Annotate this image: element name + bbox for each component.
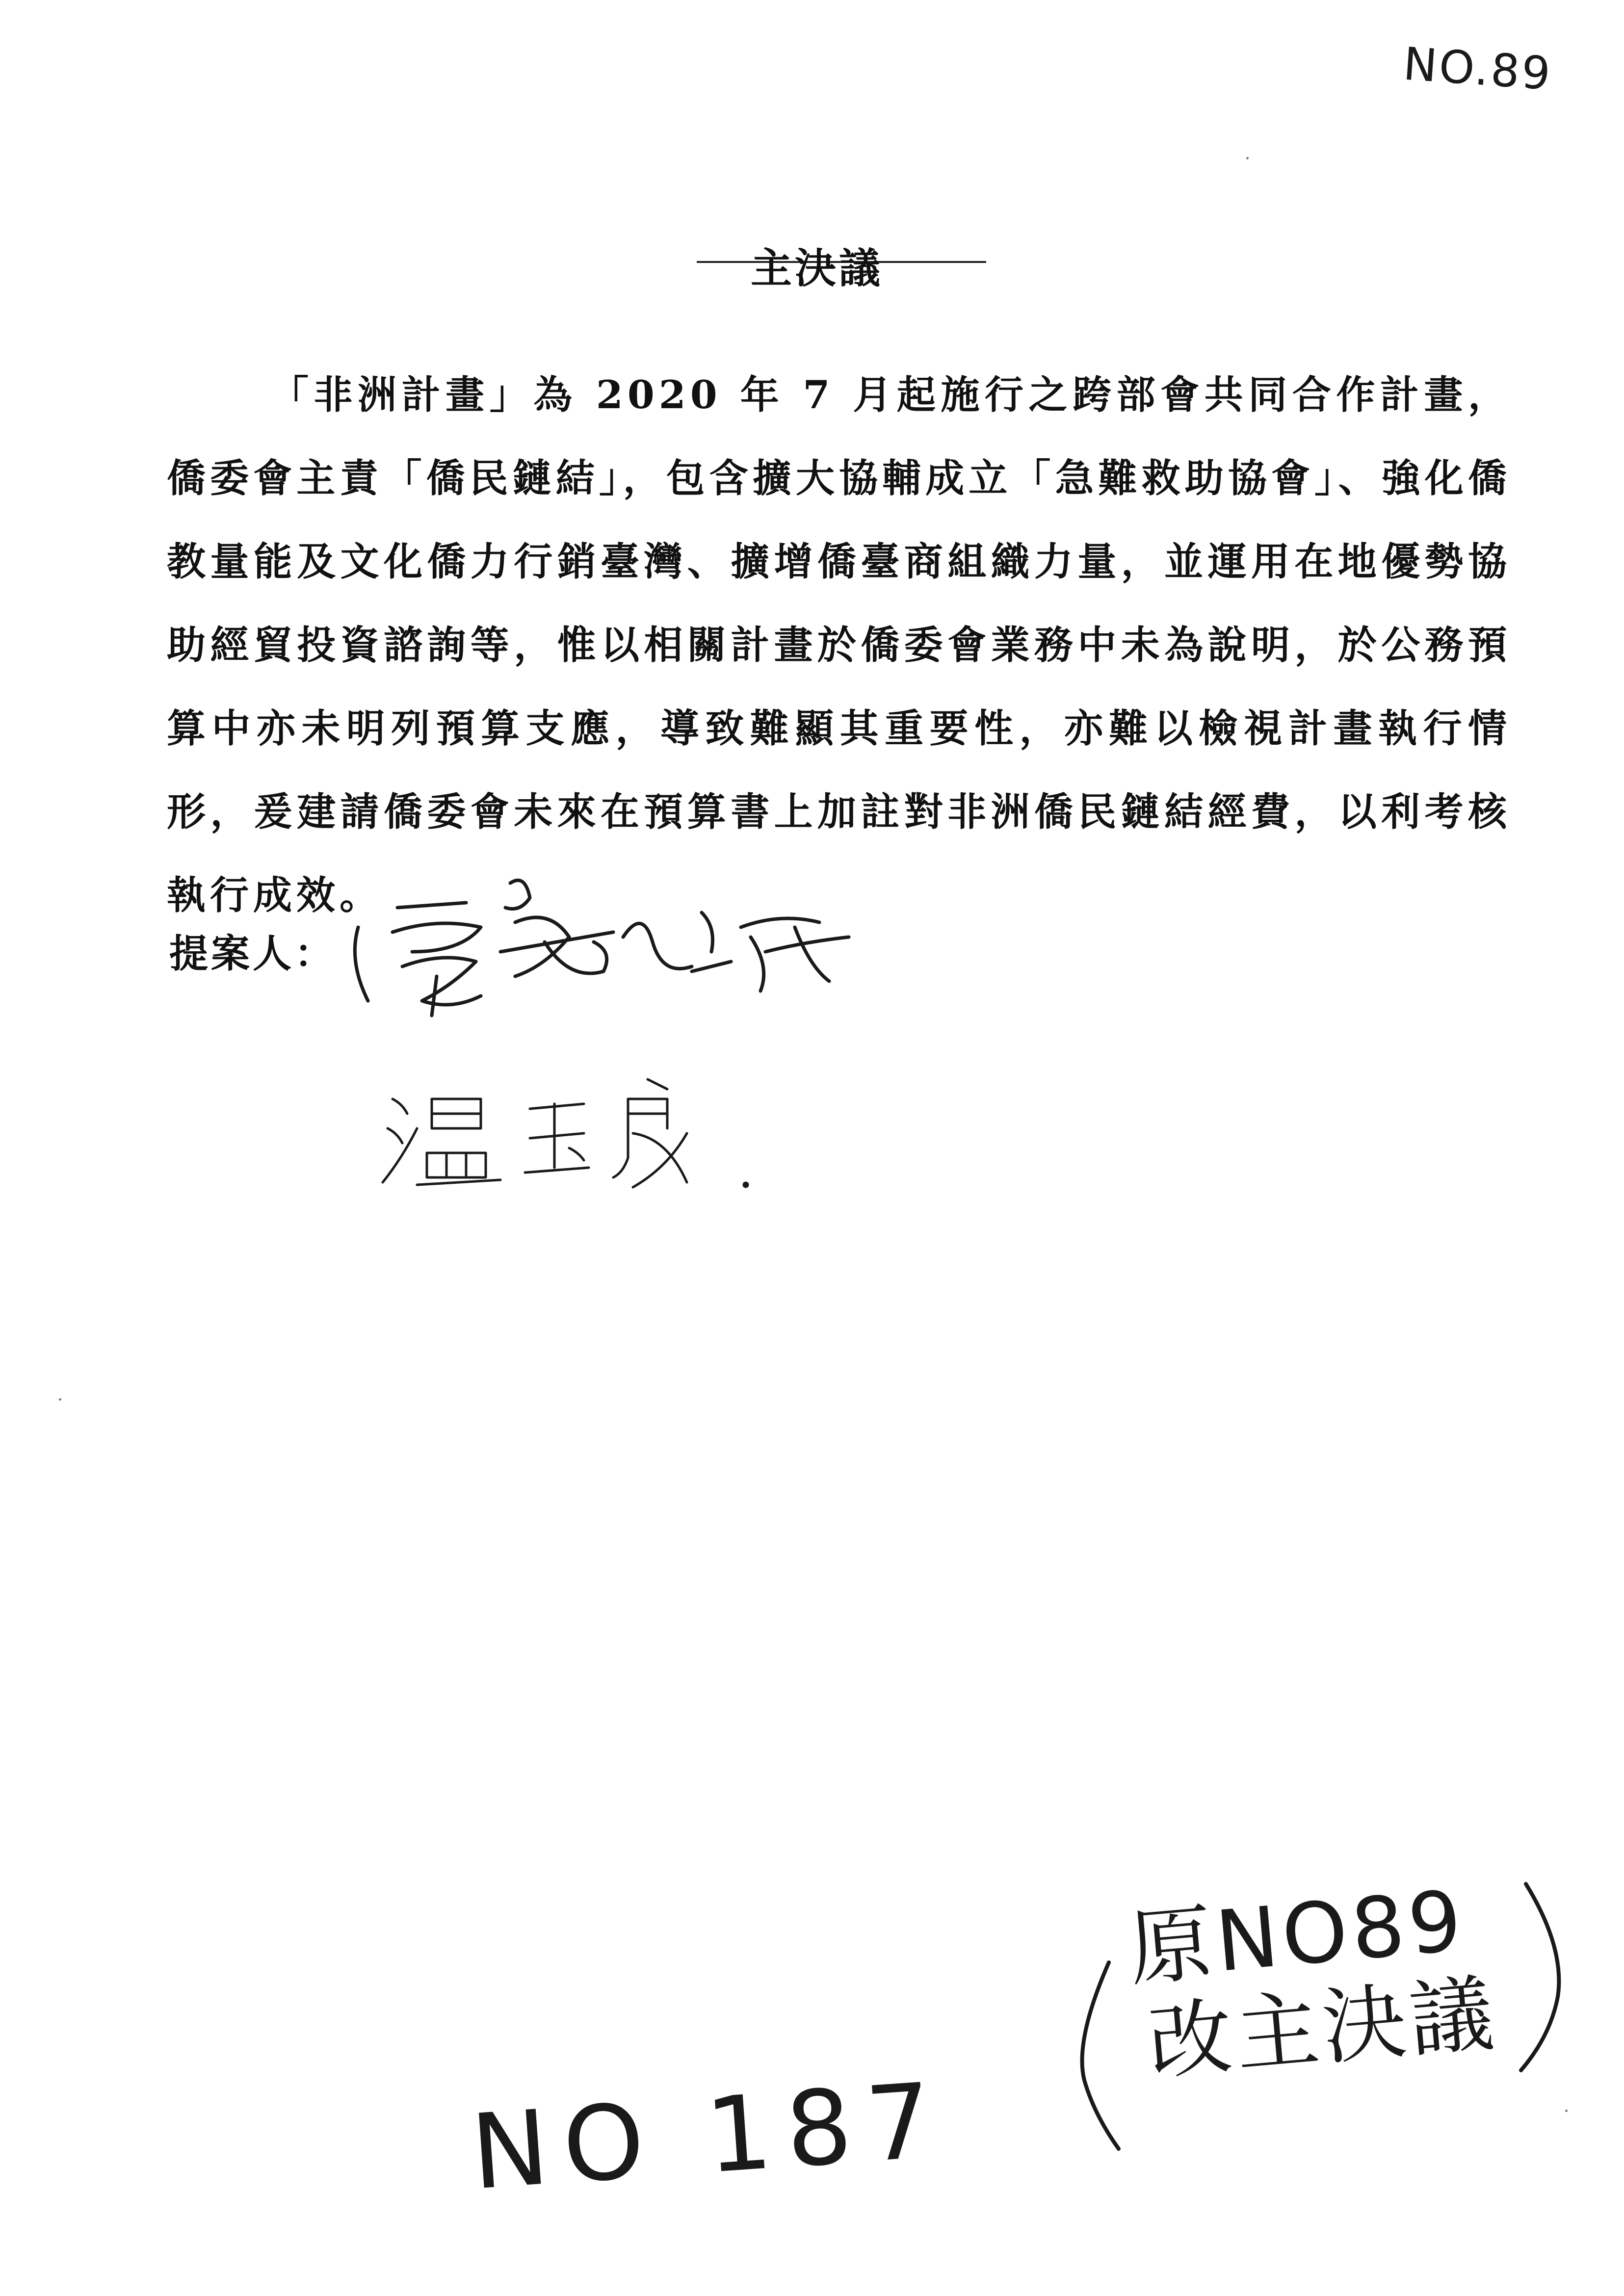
handwritten-note-changed: 改主決議 xyxy=(1144,1965,1501,2092)
title-block xyxy=(687,231,991,292)
handwritten-note-original-number: 原NO89 xyxy=(1125,1872,1469,1999)
handwritten-bottom-number: NO 187 xyxy=(467,2060,951,2213)
scan-speck xyxy=(59,1398,61,1401)
scan-speck xyxy=(1246,157,1249,159)
bracket-right-icon xyxy=(1511,1874,1570,2080)
signature-1 xyxy=(339,854,859,1030)
page-title: 主決議 xyxy=(751,244,884,292)
proposer-label: 提案人： xyxy=(169,931,336,976)
signature-2 xyxy=(373,1070,765,1197)
bracket-left-icon xyxy=(1065,1953,1124,2159)
document-number: NO.89 xyxy=(1401,37,1554,101)
scan-speck xyxy=(1565,2110,1568,2112)
resolution-body: 「非洲計畫」為 2020 年 7 月起施行之跨部會共同合作計畫，僑委會主責「僑民鏈結」，包含擴大協輔成立「急難救助協會」、強化僑教量能及文化僑力行銷臺灣、擴增僑臺商組織力量，並運用在地優勢協助經貿投資諮詢等，惟以相關計畫於僑委會業務中未為說明，於公務預算中亦未明列預算支應，導致難顯其重要性，亦難以檢視計畫執行情形，爰建請僑委會未來在預算書上加註對非洲僑民鏈結經費，以利考核執行成效。 xyxy=(167,372,1511,918)
